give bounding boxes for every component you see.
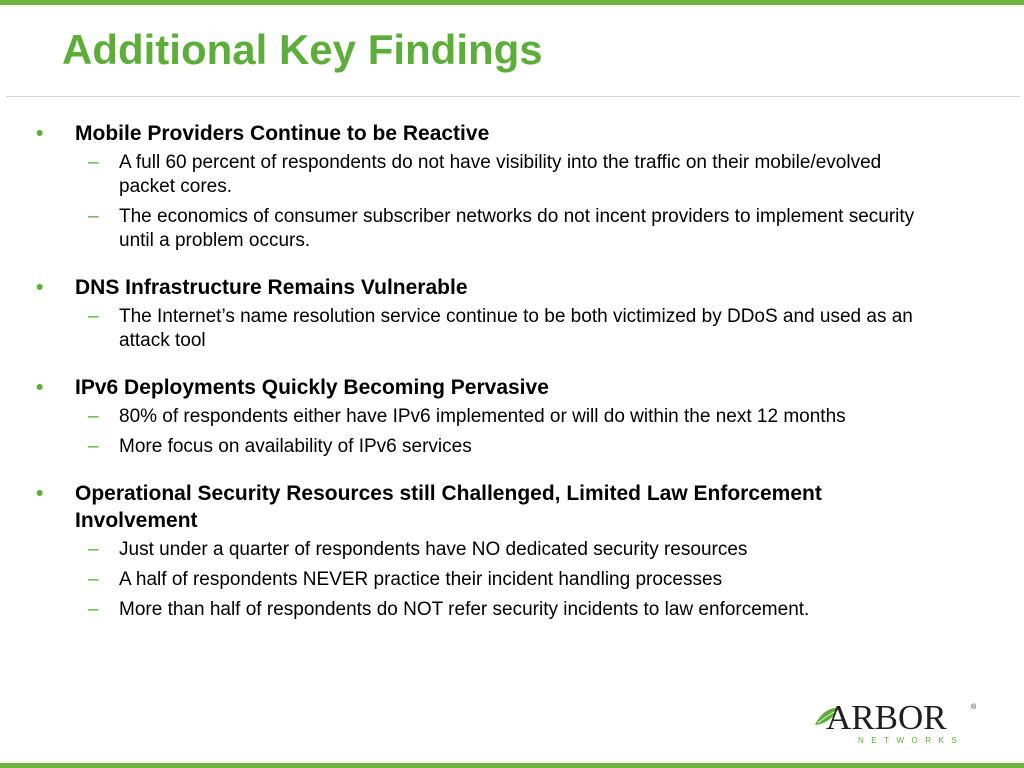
- sub-bullet-text: A half of respondents NEVER practice their incident handling processes: [119, 569, 723, 590]
- bullet-mobile-providers: [36, 120, 936, 253]
- bullet-dns-infrastructure: [36, 274, 936, 353]
- bullet-heading: DNS Infrastructure Remains Vulnerable: [75, 276, 468, 299]
- bullet-marker: •: [36, 482, 44, 505]
- sub-bullet: [36, 305, 936, 353]
- sub-bullet: [36, 598, 936, 622]
- sub-bullet-text: More focus on availability of IPv6 services: [119, 436, 472, 457]
- bullet-ipv6-deployments: [36, 374, 936, 459]
- sub-bullet: [36, 568, 936, 592]
- bullet-heading: Operational Security Resources still Challenged, Limited Law Enforcement Involvement: [75, 482, 822, 532]
- sub-bullet: [36, 405, 936, 429]
- bullet-marker: •: [36, 376, 44, 399]
- registered-mark: ®: [971, 704, 977, 711]
- sub-bullet-marker: –: [88, 306, 99, 327]
- sub-bullet: [36, 205, 936, 253]
- sub-bullet-text: The economics of consumer subscriber networks do not incent providers to implement security until a problem occurs.: [119, 206, 915, 251]
- sub-bullet-text: The Internet’s name resolution service continue to be both victimized by DDoS and used as an attack tool: [119, 306, 913, 351]
- sub-bullet-text: 80% of respondents either have IPv6 implemented or will do within the next 12 months: [119, 406, 846, 427]
- bullet-heading: IPv6 Deployments Quickly Becoming Pervasive: [75, 376, 549, 399]
- sub-bullet-text: A full 60 percent of respondents do not have visibility into the traffic on their mobile/evolved packet cores.: [119, 152, 882, 197]
- top-accent-bar: [0, 0, 1024, 5]
- sub-bullet-marker: –: [88, 206, 99, 227]
- sub-bullet-text: More than half of respondents do NOT refer security incidents to law enforcement.: [119, 599, 810, 620]
- slide-content: [36, 120, 936, 643]
- sub-bullet: [36, 151, 936, 199]
- title-divider: [6, 96, 1020, 97]
- bullet-operational-security: [36, 480, 936, 622]
- sub-bullet-marker: –: [88, 406, 99, 427]
- sub-bullet-text: Just under a quarter of respondents have NO dedicated security resources: [119, 539, 748, 560]
- sub-bullet-marker: –: [88, 152, 99, 173]
- sub-bullet-marker: –: [88, 599, 99, 620]
- sub-bullet-marker: –: [88, 539, 99, 560]
- sub-bullet: [36, 538, 936, 562]
- slide-title: Additional Key Findings: [62, 26, 543, 73]
- logo-wordmark: ARBOR: [826, 698, 947, 737]
- arbor-networks-logo: [812, 695, 978, 747]
- sub-bullet: [36, 435, 936, 459]
- logo-subtext: NETWORKS: [858, 736, 965, 745]
- sub-bullet-marker: –: [88, 569, 99, 590]
- bullet-marker: •: [36, 276, 44, 299]
- bullet-marker: •: [36, 122, 44, 145]
- bottom-accent-bar: [0, 763, 1024, 768]
- bullet-heading: Mobile Providers Continue to be Reactive: [75, 122, 490, 145]
- sub-bullet-marker: –: [88, 436, 99, 457]
